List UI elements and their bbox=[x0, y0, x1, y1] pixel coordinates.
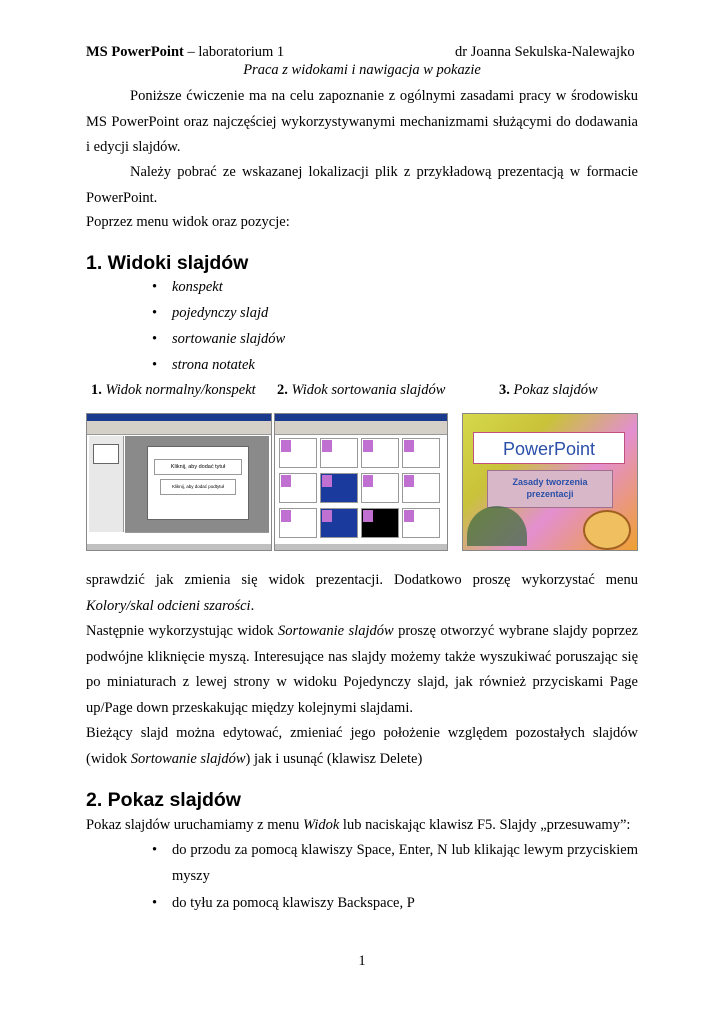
slide-thumbnail bbox=[320, 473, 358, 503]
caption-text: Widok sortowania slajdów bbox=[291, 382, 446, 398]
slide-icon bbox=[363, 440, 373, 452]
slide-thumbnail bbox=[279, 473, 317, 503]
outline-pane bbox=[89, 436, 124, 532]
menu-name: Widok bbox=[303, 817, 340, 833]
taskbar bbox=[275, 543, 447, 550]
section2-intro bbox=[86, 813, 638, 839]
header-lab: – laboratorium 1 bbox=[183, 44, 285, 60]
notes-pane bbox=[125, 532, 269, 539]
slide-title-box bbox=[487, 470, 613, 508]
header-subtitle: Praca z widokami i nawigacja w pokazie bbox=[243, 62, 481, 78]
text-run: . bbox=[250, 597, 255, 614]
menu-name: Kolory/skal odcieni szarości bbox=[86, 597, 251, 614]
caption-text: Widok normalny/konspekt bbox=[105, 382, 256, 398]
text-run: Następnie wykorzystując widok bbox=[86, 623, 279, 639]
caption-1 bbox=[91, 382, 256, 399]
slide-thumbnail bbox=[93, 444, 119, 464]
sorter-grid bbox=[279, 438, 443, 542]
page-number: 1 bbox=[358, 953, 366, 969]
slide-thumbnail bbox=[320, 438, 358, 468]
slide-thumbnail bbox=[320, 508, 358, 538]
slide-icon bbox=[404, 510, 414, 522]
slide-icon bbox=[281, 475, 291, 487]
slide-icon bbox=[281, 440, 291, 452]
window-toolbar bbox=[275, 426, 447, 435]
views-list bbox=[150, 274, 285, 378]
brand-text: PowerPoint bbox=[502, 439, 596, 459]
list-item: • konspekt bbox=[150, 274, 285, 300]
caption-num: 1. bbox=[91, 382, 102, 398]
caption-3 bbox=[499, 382, 598, 399]
header-author: dr Joanna Sekulska-Nalewajko bbox=[455, 44, 635, 60]
slide-area bbox=[125, 436, 269, 532]
text-run: Pokaz slajdów uruchamiamy z menu bbox=[86, 817, 304, 833]
slide-thumbnail bbox=[402, 508, 440, 538]
intro-paragraph-2: Należy pobrać ze wskazanej lokalizacji plik z przykładową prezentacją w formacie PowerPoint. bbox=[86, 164, 638, 206]
slide-show-screenshot bbox=[462, 413, 638, 551]
slide-sorter-screenshot bbox=[274, 413, 448, 551]
window-titlebar bbox=[87, 414, 271, 421]
text-run: sprawdzić jak zmienia się widok prezentacji. Dodatkowo proszę wykorzystać menu bbox=[86, 572, 638, 588]
intro-paragraph-3: Poprzez menu widok oraz pozycje: bbox=[86, 214, 290, 230]
slide-icon bbox=[404, 475, 414, 487]
navigation-list bbox=[150, 838, 638, 919]
header-app: MS PowerPoint bbox=[86, 44, 184, 60]
caption-num: 3. bbox=[499, 382, 510, 398]
subtitle-placeholder: Kliknij, aby dodać podtytuł bbox=[160, 479, 236, 495]
paragraph-edit bbox=[86, 721, 638, 772]
paragraph-sorter bbox=[86, 619, 638, 721]
section1-heading: 1. Widoki slajdów bbox=[86, 252, 249, 274]
slide-title-line2: prezentacji bbox=[526, 489, 574, 499]
slide-icon bbox=[404, 440, 414, 452]
window-titlebar bbox=[275, 414, 447, 421]
slide-icon bbox=[363, 475, 373, 487]
header-left bbox=[86, 44, 284, 61]
slide-icon bbox=[281, 510, 291, 522]
slide-thumbnail bbox=[402, 438, 440, 468]
slide-thumbnail bbox=[361, 438, 399, 468]
list-item: • pojedynczy slajd bbox=[150, 300, 285, 326]
text-run: ) jak i usunąć (klawisz Delete) bbox=[245, 750, 423, 767]
list-item: • strona notatek bbox=[150, 352, 285, 378]
decor-shape bbox=[467, 506, 527, 546]
slide-icon bbox=[322, 475, 332, 487]
slide-title-line1: Zasady tworzenia bbox=[512, 477, 588, 487]
window-toolbar bbox=[87, 426, 271, 435]
intro-paragraph-1: Poniższe ćwiczenie ma na celu zapoznanie z ogólnymi zasadami pracy w środowisku MS PowerPoint oraz najczęściej wykorzystywanymi mechanizmami służącymi do dodawania i edycji slajdów. bbox=[86, 88, 638, 155]
caption-2 bbox=[277, 382, 445, 399]
slide-thumbnail bbox=[361, 473, 399, 503]
taskbar bbox=[87, 543, 271, 550]
list-item: • do tyłu za pomocą klawiszy Backspace, P bbox=[150, 891, 638, 917]
title-placeholder: Kliknij, aby dodać tytuł bbox=[154, 459, 242, 475]
brand-box bbox=[473, 432, 625, 464]
text-run: lub naciskając klawisz F5. Slajdy „przesuwamy”: bbox=[339, 817, 631, 833]
list-item: • do przodu za pomocą klawiszy Space, Enter, N lub klikając lewym przyciskiem myszy bbox=[150, 838, 638, 889]
section2-heading: 2. Pokaz slajdów bbox=[86, 789, 241, 811]
text-run: proszę otworzyć wybrane slajdy poprzez podwójne kliknięcie myszą. Interesujące nas slajdy możemy także wyszukiwać poruszając się po miniaturach z lewej strony w widoku Pojedynczy slajd, jak również przyciskami Page up/Page down przeskakując między kolejnymi slajdami. bbox=[86, 623, 638, 716]
list-item: • sortowanie slajdów bbox=[150, 326, 285, 352]
normal-view-screenshot bbox=[86, 413, 272, 551]
slide-thumbnail bbox=[279, 438, 317, 468]
clock-icon bbox=[583, 510, 631, 550]
view-name: Sortowanie slajdów bbox=[278, 623, 394, 639]
paragraph-after-screenshots bbox=[86, 568, 638, 619]
caption-num: 2. bbox=[277, 382, 288, 398]
slide-thumbnail bbox=[402, 473, 440, 503]
slide-thumbnail bbox=[361, 508, 399, 538]
text-run: Bieżący slajd można edytować, zmieniać jego położenie względem pozostałych slajdów (widok bbox=[86, 725, 638, 767]
slide-thumbnail bbox=[279, 508, 317, 538]
slide-icon bbox=[363, 510, 373, 522]
slide-icon bbox=[322, 440, 332, 452]
slide-canvas bbox=[147, 446, 249, 520]
caption-text: Pokaz slajdów bbox=[513, 382, 598, 398]
slide-icon bbox=[322, 510, 332, 522]
view-name: Sortowanie slajdów bbox=[130, 750, 246, 767]
